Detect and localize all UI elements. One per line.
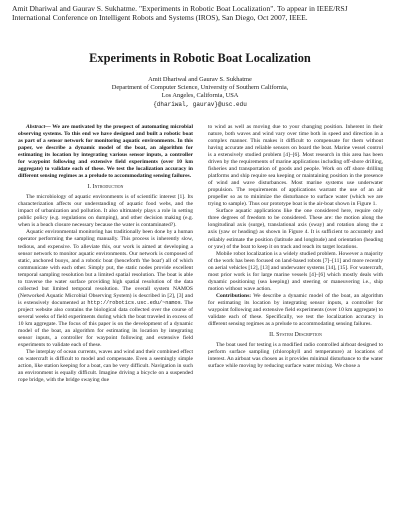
- contributions-paragraph: [208, 293, 383, 328]
- abstract-body: — We are motivated by the prospect of automating microbial observing systems. To this end we have designed and built a robotic boat as part of a sensor network for monitoring aquatic environments. In this paper, we describe a dynamic model of the boat, an algorithm for estimating its location by integrating various sensor inputs, a controller for waypoint following and extensive field experiments (over 10 km aggregate) to validate each of these. We test the localization accuracy in different sensing regimes as a prelude to accommodating sensing failures.: [18, 124, 193, 180]
- authors: Amit Dhariwal and Gaurav S. Sukhatme: [148, 76, 252, 83]
- contributions-body: We describe a dynamic model of the boat, an algorithm for estimating its location by integrating sensor inputs, a controller for waypoint following and extensive field experiments (over 10 km aggregate) to validate each of these. Specifically, we test the localization accuracy in different sensing regimes as a prelude to accommodating sensing failures.: [208, 292, 383, 327]
- paper-title: Experiments in Robotic Boat Localization: [89, 51, 311, 65]
- abstract: [18, 124, 193, 180]
- author-email: {dhariwal, gaurav}@usc.edu: [153, 100, 247, 108]
- intro-paragraph-2: [18, 229, 193, 349]
- section-heading-introduction: I. Introduction: [87, 184, 124, 191]
- right-paragraph-3: Mobile robot localization is a widely studied problem. However a majority of the work has been focused on land-based robots [7]–[11] and more recently on aerial vehicles [12], [13] and underwater systems [14], [15]. For watercraft, most prior work is for large marine vessels [4]–[6] which mostly deals with dynamic positioning (sea keeping) and steering or maneuvering i.e., ship motion without wave action.: [208, 250, 383, 292]
- intro-paragraph-1: The microbiology of aquatic environments is of scientific interest [1]. Its characterization affects our understanding of aquatic food webs, and the impact of urbanization and pollution. It also ultimately plays a role in setting public policy (e.g. regulations on dumping), and other decision making (e.g. when is a beach closure necessary because the water is contaminated?).: [18, 194, 193, 229]
- contributions-label: Contributions:: [216, 292, 252, 299]
- right-paragraph-2: Surface aquatic applications like the one considered here, require only three degrees of freedom to be considered. These are: the motion along the longitudinal axis (surge), translational axis (sway) and rotation along the z axis (yaw or heading) as shown in Figure 4. It is sufficient to accurately and reliably estimate the position (latitude and longitude) and orientation (heading or yaw) of the boat to keep it on track and reach its target locations.: [208, 208, 383, 250]
- right-column: [208, 124, 383, 370]
- right-paragraph-1: to wind as well as moving due to your changing position. Inherent in their nature, both waves and wind vary over time both in speed and direction in a complex manner. This makes it difficult to compensate for them without having accurate and reliable sensors on board the boat. Marine vessel control is a extensively studied problem [4]–[6]. Most research in this area has been driven by the requirements of marine applications including off-shore drilling, fisheries and transportation of goods and people. Work on off shore drilling platforms and ship require sea keeping or maintaining position in the presence of wind and wave disturbances. Most marine systems use underwater propulsion. The requirements of applications warrant the use of an air propeller so as to minimize the disturbance to surface water (which we are trying to sample). Thus our prototype boat is the air-boat shown in Figure 1.: [208, 124, 383, 208]
- intro-paragraph-3: The interplay of ocean currents, waves and wind and their combined effect on watercraft is difficult to model and compensate. Even a seemingly simple action, like station keeping for a boat, can be very difficult. Navigation in such an environment is equally difficult. Imagine driving a bicycle on a suspended rope bridge, with the bridge swaying due: [18, 348, 193, 384]
- location: Los Angeles, California, USA: [161, 92, 239, 100]
- intro-paragraph-2-text: Aquatic environmental monitoring has traditionally been done by a human operator performing the sampling manually. This process is inherently slow, tedious, and expensive. To alleviate this, our work is aimed at developing a sensor network to monitor aquatic environments. Our network is composed of static, anchored buoys, and a robotic boat (henceforth 'the boat') all of which communicate with each other. Simply put, the static nodes provide excellent temporal sampling resolution but a limited spatial resolution. The boat is able to traverse the water surface providing high spatial resolution of the data collected but limited temporal resolution. The overall system NAMOS (Networked Aquatic Microbial Observing System) is described in [2], [3] and is extensively documented at: [18, 229, 193, 306]
- project-url-link[interactable]: http://robotics.usc.edu/~namos: [87, 299, 181, 306]
- citation-header: Amit Dhariwal and Gaurav S. Sukhatme. "Experiments in Robotic Boat Localization". To appear in IEEE/RSJ International Conference on Intelligent Robots and Systems (IROS), San Diego, Oct 2007, IEEE.: [12, 4, 348, 23]
- section-heading-system: II. System Description: [269, 331, 322, 338]
- left-column: [18, 124, 193, 384]
- abstract-label: Abstract: [26, 124, 46, 130]
- affiliation: Department of Computer Science, University of Southern California,: [111, 84, 289, 92]
- system-paragraph-1: The boat used for testing is a modified radio controlled airboat designed to perform surface sampling (chlorophyll and temperature) at locations of interest. An airboat was chosen as it provides minimal disturbance to the water surface while moving by reducing surface water mixing. We chose a: [208, 341, 383, 370]
- author-block: [0, 76, 400, 109]
- intro-paragraph-2-tail: . The project website also contains the biological data collected over the course of several weeks of field experiments during which the boat traveled in excess of 10 km aggregate. The focus of this paper is on the development of a dynamic model of the boat, an algorithm for estimating its location by integrating sensor inputs, a controller for waypoint following and extensive field experiments to validate each of these.: [18, 299, 193, 348]
